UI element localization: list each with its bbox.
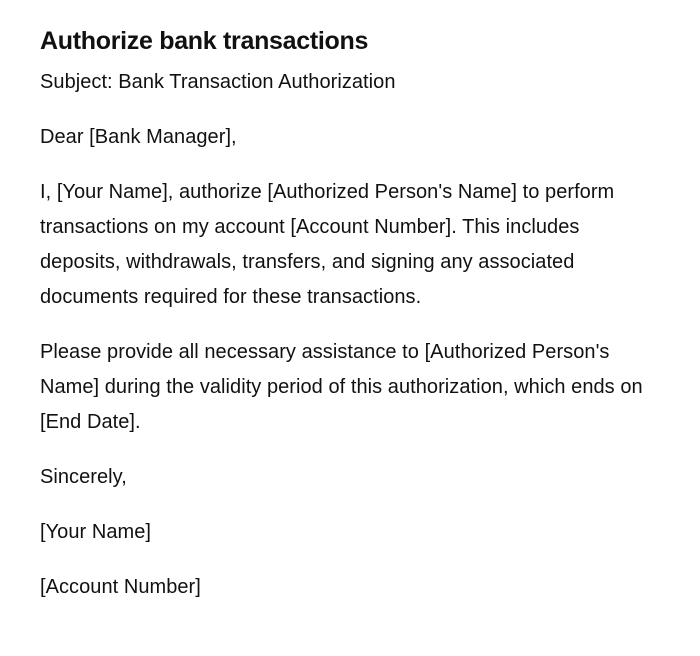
document-body bbox=[40, 24, 660, 625]
signature-account-number: [Account Number] bbox=[40, 576, 201, 598]
salutation: Dear [Bank Manager], bbox=[40, 126, 237, 148]
authorization-paragraph: I, [Your Name], authorize [Authorized Person's Name] to perform transactions on my account [Account Number]. This includes deposits, withdrawals, transfers, and signing any associated documents required for these transactions. bbox=[40, 181, 615, 308]
closing: Sincerely, bbox=[40, 466, 127, 488]
document-title: Authorize bank transactions bbox=[40, 27, 369, 55]
subject-line: Subject: Bank Transaction Authorization bbox=[40, 71, 396, 93]
signature-name: [Your Name] bbox=[40, 521, 151, 543]
assistance-paragraph: Please provide all necessary assistance to [Authorized Person's Name] during the validity period of this authorization, which ends on [End Date]. bbox=[40, 341, 643, 433]
